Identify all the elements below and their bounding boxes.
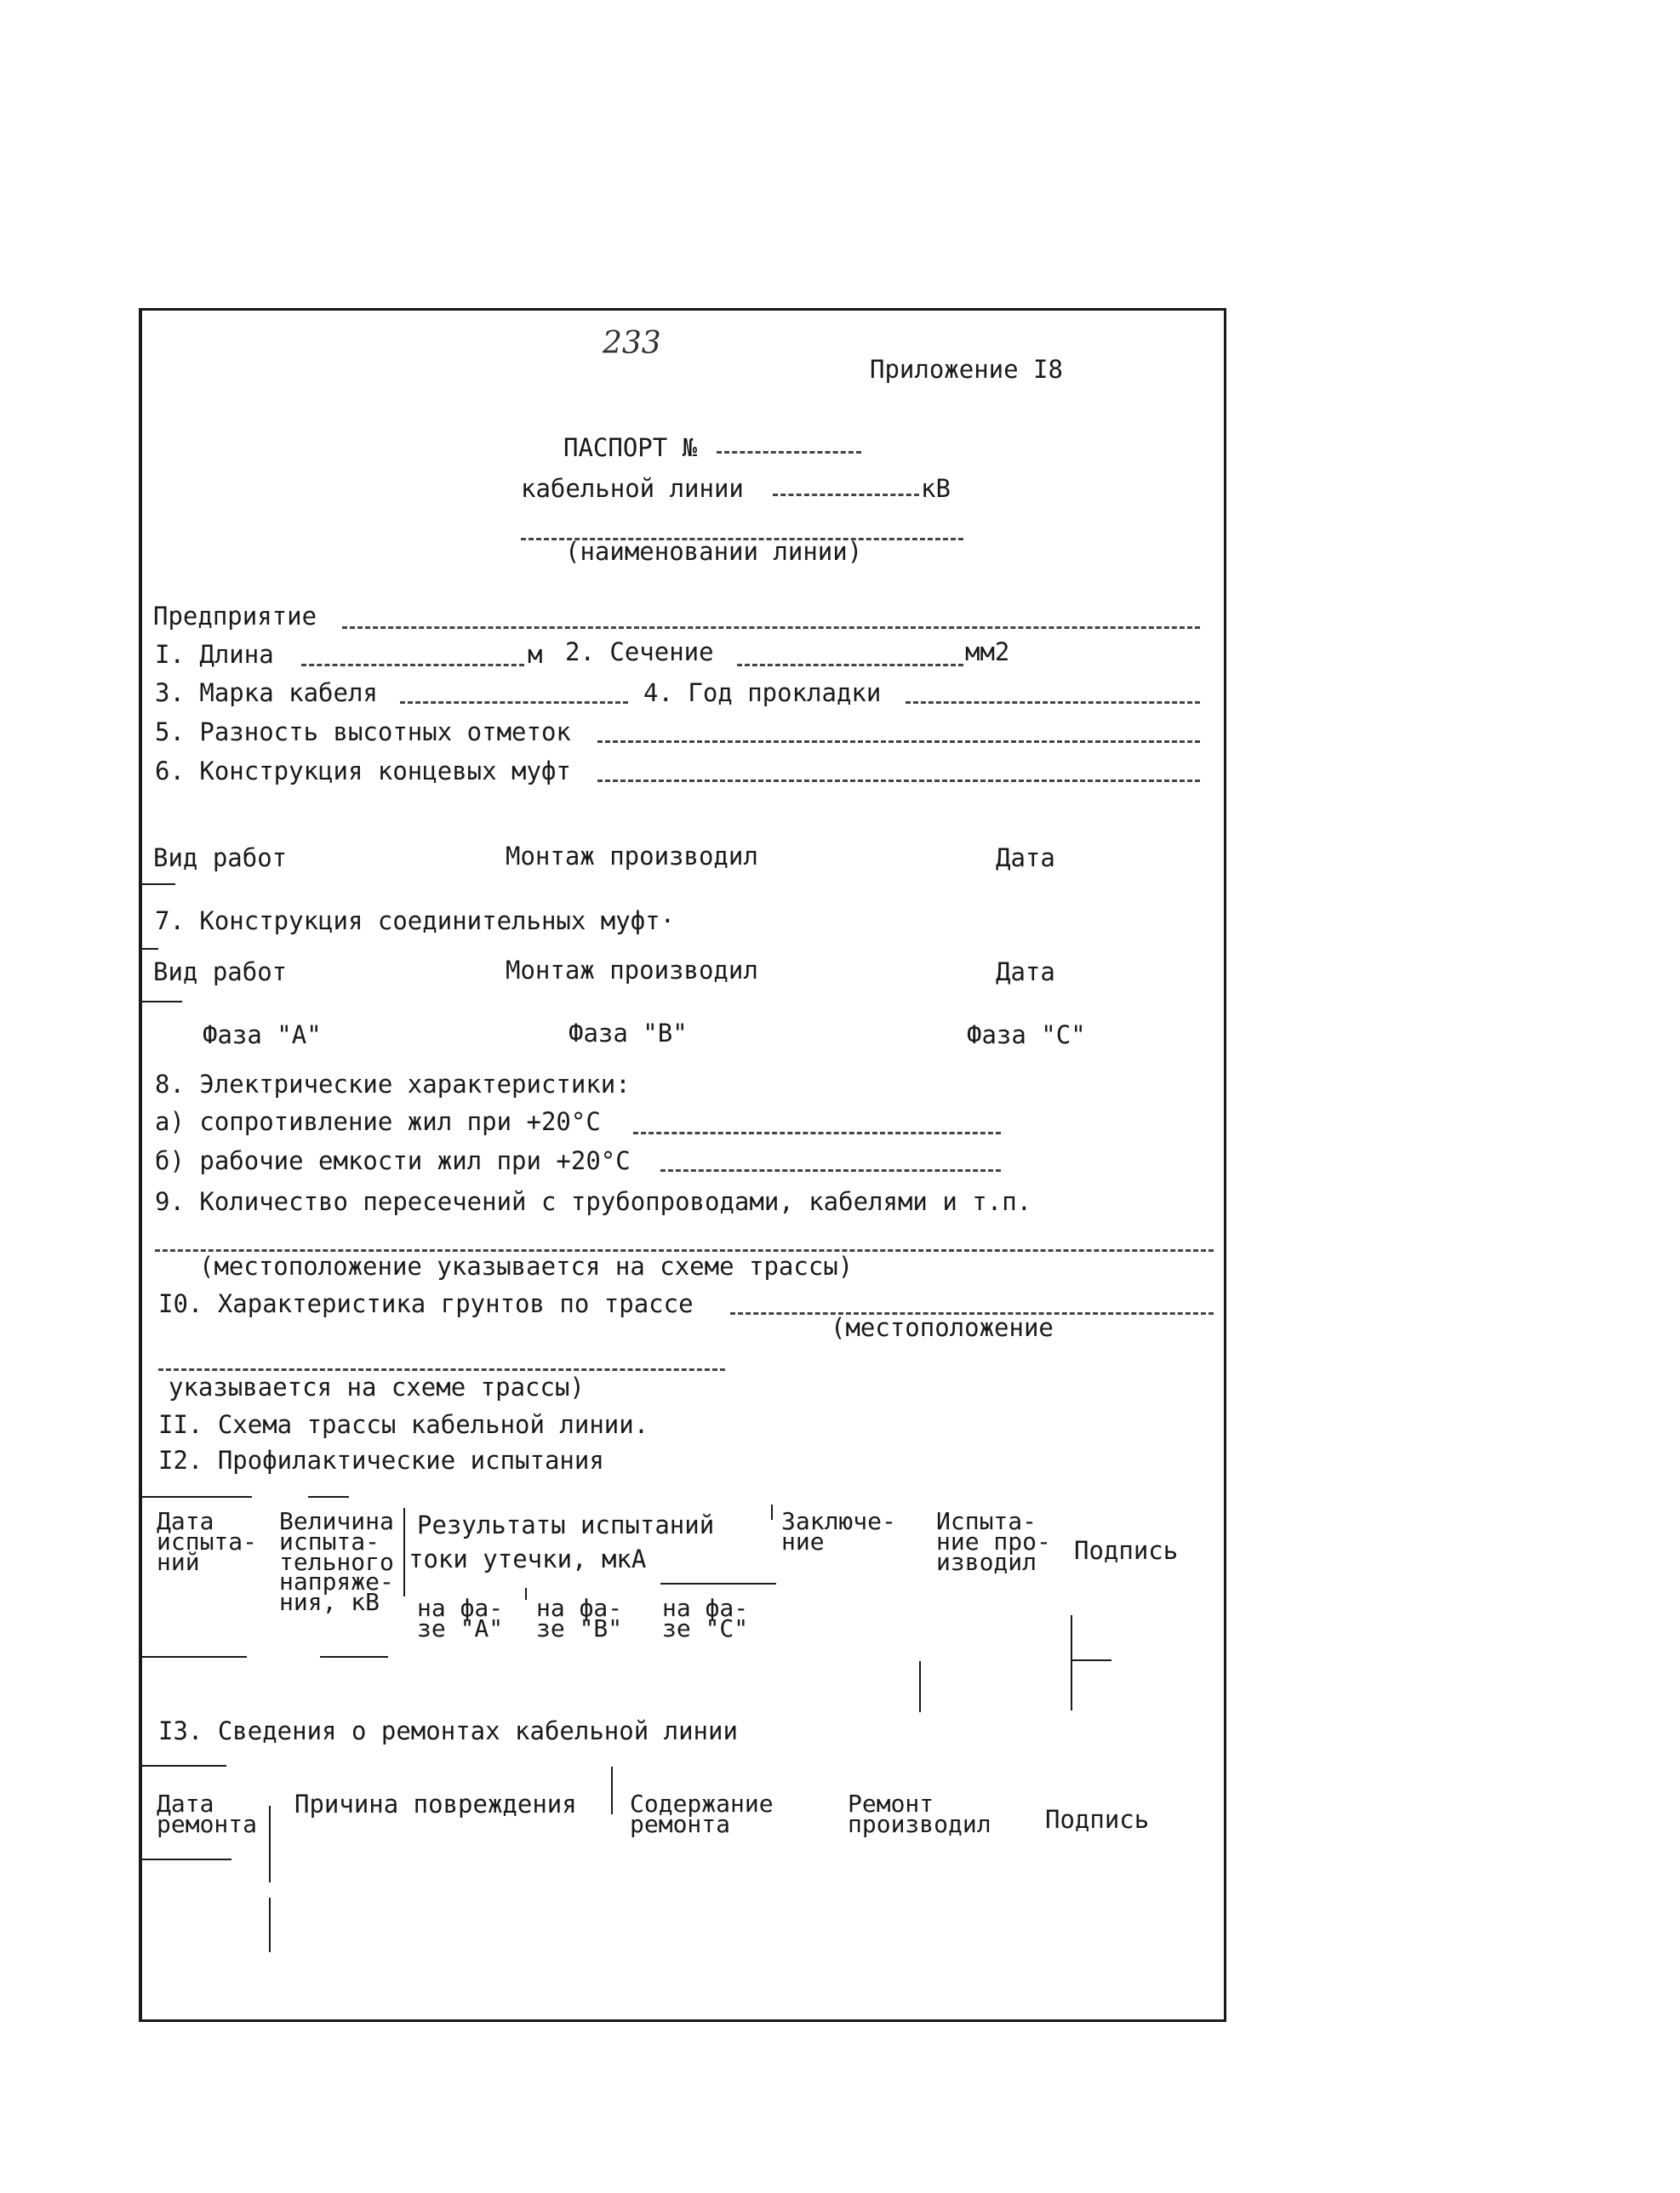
- laying-year-blank[interactable]: [906, 701, 1200, 704]
- height-diff-label: 5. Разность высотных отметок: [155, 717, 571, 746]
- tests-date-header: Дата испыта- ний: [157, 1507, 258, 1576]
- tests-table-rule-bottom: [141, 1656, 247, 1658]
- tests-phase-b: на фа- зе "В": [536, 1594, 623, 1642]
- tests-signature-header: Подпись: [1074, 1536, 1179, 1565]
- capacity-label: б) рабочие емкости жил при +20°С: [155, 1146, 631, 1175]
- line-name-caption: (наименовании линии): [565, 537, 863, 566]
- crossings-label: 9. Количество пересечений с трубопроводами, кабелями и т.п.: [155, 1187, 1032, 1216]
- repairs-label: I3. Сведения о ремонтах кабельной линии: [158, 1716, 738, 1745]
- route-scheme-label: II. Схема трассы кабельной линии.: [158, 1410, 649, 1439]
- repairs-signature-header: Подпись: [1045, 1805, 1150, 1834]
- height-diff-blank[interactable]: [597, 740, 1200, 743]
- phase-b: Фаза "В": [569, 1019, 688, 1048]
- electrical-label: 8. Электрические характеристики:: [155, 1070, 631, 1099]
- works-a-rule: [141, 883, 175, 885]
- works-b-installer: Монтаж производил: [506, 956, 758, 985]
- section-unit: мм2: [965, 637, 1010, 666]
- tests-phase-a: на фа- зе "А": [417, 1594, 504, 1642]
- page-number: 233: [603, 326, 661, 361]
- end-coupling-blank[interactable]: [597, 780, 1200, 782]
- cable-brand-blank[interactable]: [400, 701, 628, 704]
- length-unit: м: [528, 640, 543, 669]
- repairs-rule-bottom: [141, 1859, 231, 1860]
- appendix-label: Приложение I8: [870, 355, 1063, 384]
- resistance-blank[interactable]: [633, 1132, 1001, 1134]
- works-b-rule: [141, 1001, 182, 1002]
- repairs-performed-header: Ремонт производил: [848, 1790, 991, 1838]
- cable-brand-label: 3. Марка кабеля: [155, 678, 378, 707]
- tests-performed-header: Испыта- ние про- изводил: [936, 1507, 1051, 1576]
- section-label: 2. Сечение: [565, 637, 714, 666]
- tests-conclusion-header: Заключе- ние: [781, 1507, 896, 1556]
- works-b-rule-top: [141, 948, 158, 950]
- end-coupling-label: 6. Конструкция концевых муфт: [155, 757, 571, 785]
- repairs-divider-date: [269, 1806, 271, 1882]
- soil-label: I0. Характеристика грунтов по трассе: [158, 1289, 694, 1318]
- tests-col-divider-b: [1071, 1615, 1072, 1710]
- laying-year-label: 4. Год прокладки: [643, 678, 882, 707]
- repairs-rule-top: [141, 1765, 226, 1767]
- tests-results-rule: [660, 1583, 776, 1585]
- crossings-caption: (местоположение указывается на схеме трассы): [199, 1252, 854, 1281]
- repairs-content-header: Содержание ремонта: [630, 1790, 774, 1838]
- works-b-type: Вид работ: [153, 957, 288, 986]
- phase-a: Фаза "А": [203, 1020, 322, 1049]
- length-label: I. Длина: [155, 640, 274, 669]
- soil-caption-a: (местоположение: [831, 1313, 1054, 1342]
- tests-leak-header: токи утечки, мкА: [409, 1545, 647, 1573]
- length-blank[interactable]: [301, 664, 524, 666]
- tests-col-divider-a: [919, 1661, 921, 1712]
- tests-col-stub: [1071, 1659, 1111, 1661]
- repairs-divider-1: [611, 1767, 613, 1814]
- tests-phase-c: на фа- зе "С": [662, 1594, 749, 1642]
- tests-voltage-header: Величина испыта- тельного напряже- ния, кВ: [279, 1507, 394, 1617]
- tests-results-header: Результаты испытаний: [417, 1511, 715, 1539]
- soil-caption-b: указывается на схеме трассы): [169, 1373, 585, 1402]
- tests-divider-1: [403, 1508, 405, 1596]
- passport-title: ПАСПОРТ №: [563, 433, 698, 462]
- subtitle-unit: кВ: [921, 474, 951, 503]
- tests-divider-phase: [525, 1588, 527, 1600]
- section-blank[interactable]: [737, 664, 963, 666]
- tests-divider-2: [771, 1505, 773, 1520]
- joint-coupling-label: 7. Конструкция соединительных муфт·: [155, 906, 676, 935]
- resistance-label: а) сопротивление жил при +20°С: [155, 1107, 601, 1136]
- subtitle-prefix: кабельной линии: [521, 474, 744, 503]
- repairs-divider-date-2: [269, 1898, 271, 1952]
- voltage-blank[interactable]: [773, 494, 919, 496]
- tests-table-rule-bottom-2: [320, 1656, 388, 1658]
- soil-blank-2[interactable]: [158, 1368, 725, 1371]
- repairs-cause-header: Причина повреждения: [294, 1790, 577, 1819]
- capacity-blank[interactable]: [660, 1169, 1001, 1172]
- phase-c: Фаза "С": [967, 1020, 1086, 1049]
- works-a-installer: Монтаж производил: [506, 842, 758, 871]
- works-a-type: Вид работ: [153, 843, 288, 872]
- enterprise-blank[interactable]: [342, 626, 1200, 629]
- works-a-date: Дата: [996, 843, 1055, 872]
- works-b-date: Дата: [996, 957, 1055, 986]
- tests-table-rule-top: [141, 1496, 252, 1498]
- passport-number-blank[interactable]: [717, 451, 861, 454]
- enterprise-label: Предприятие: [153, 602, 317, 631]
- tests-label: I2. Профилактические испытания: [158, 1446, 604, 1475]
- tests-table-rule-top-2: [308, 1496, 349, 1498]
- repairs-date-header: Дата ремонта: [157, 1790, 258, 1838]
